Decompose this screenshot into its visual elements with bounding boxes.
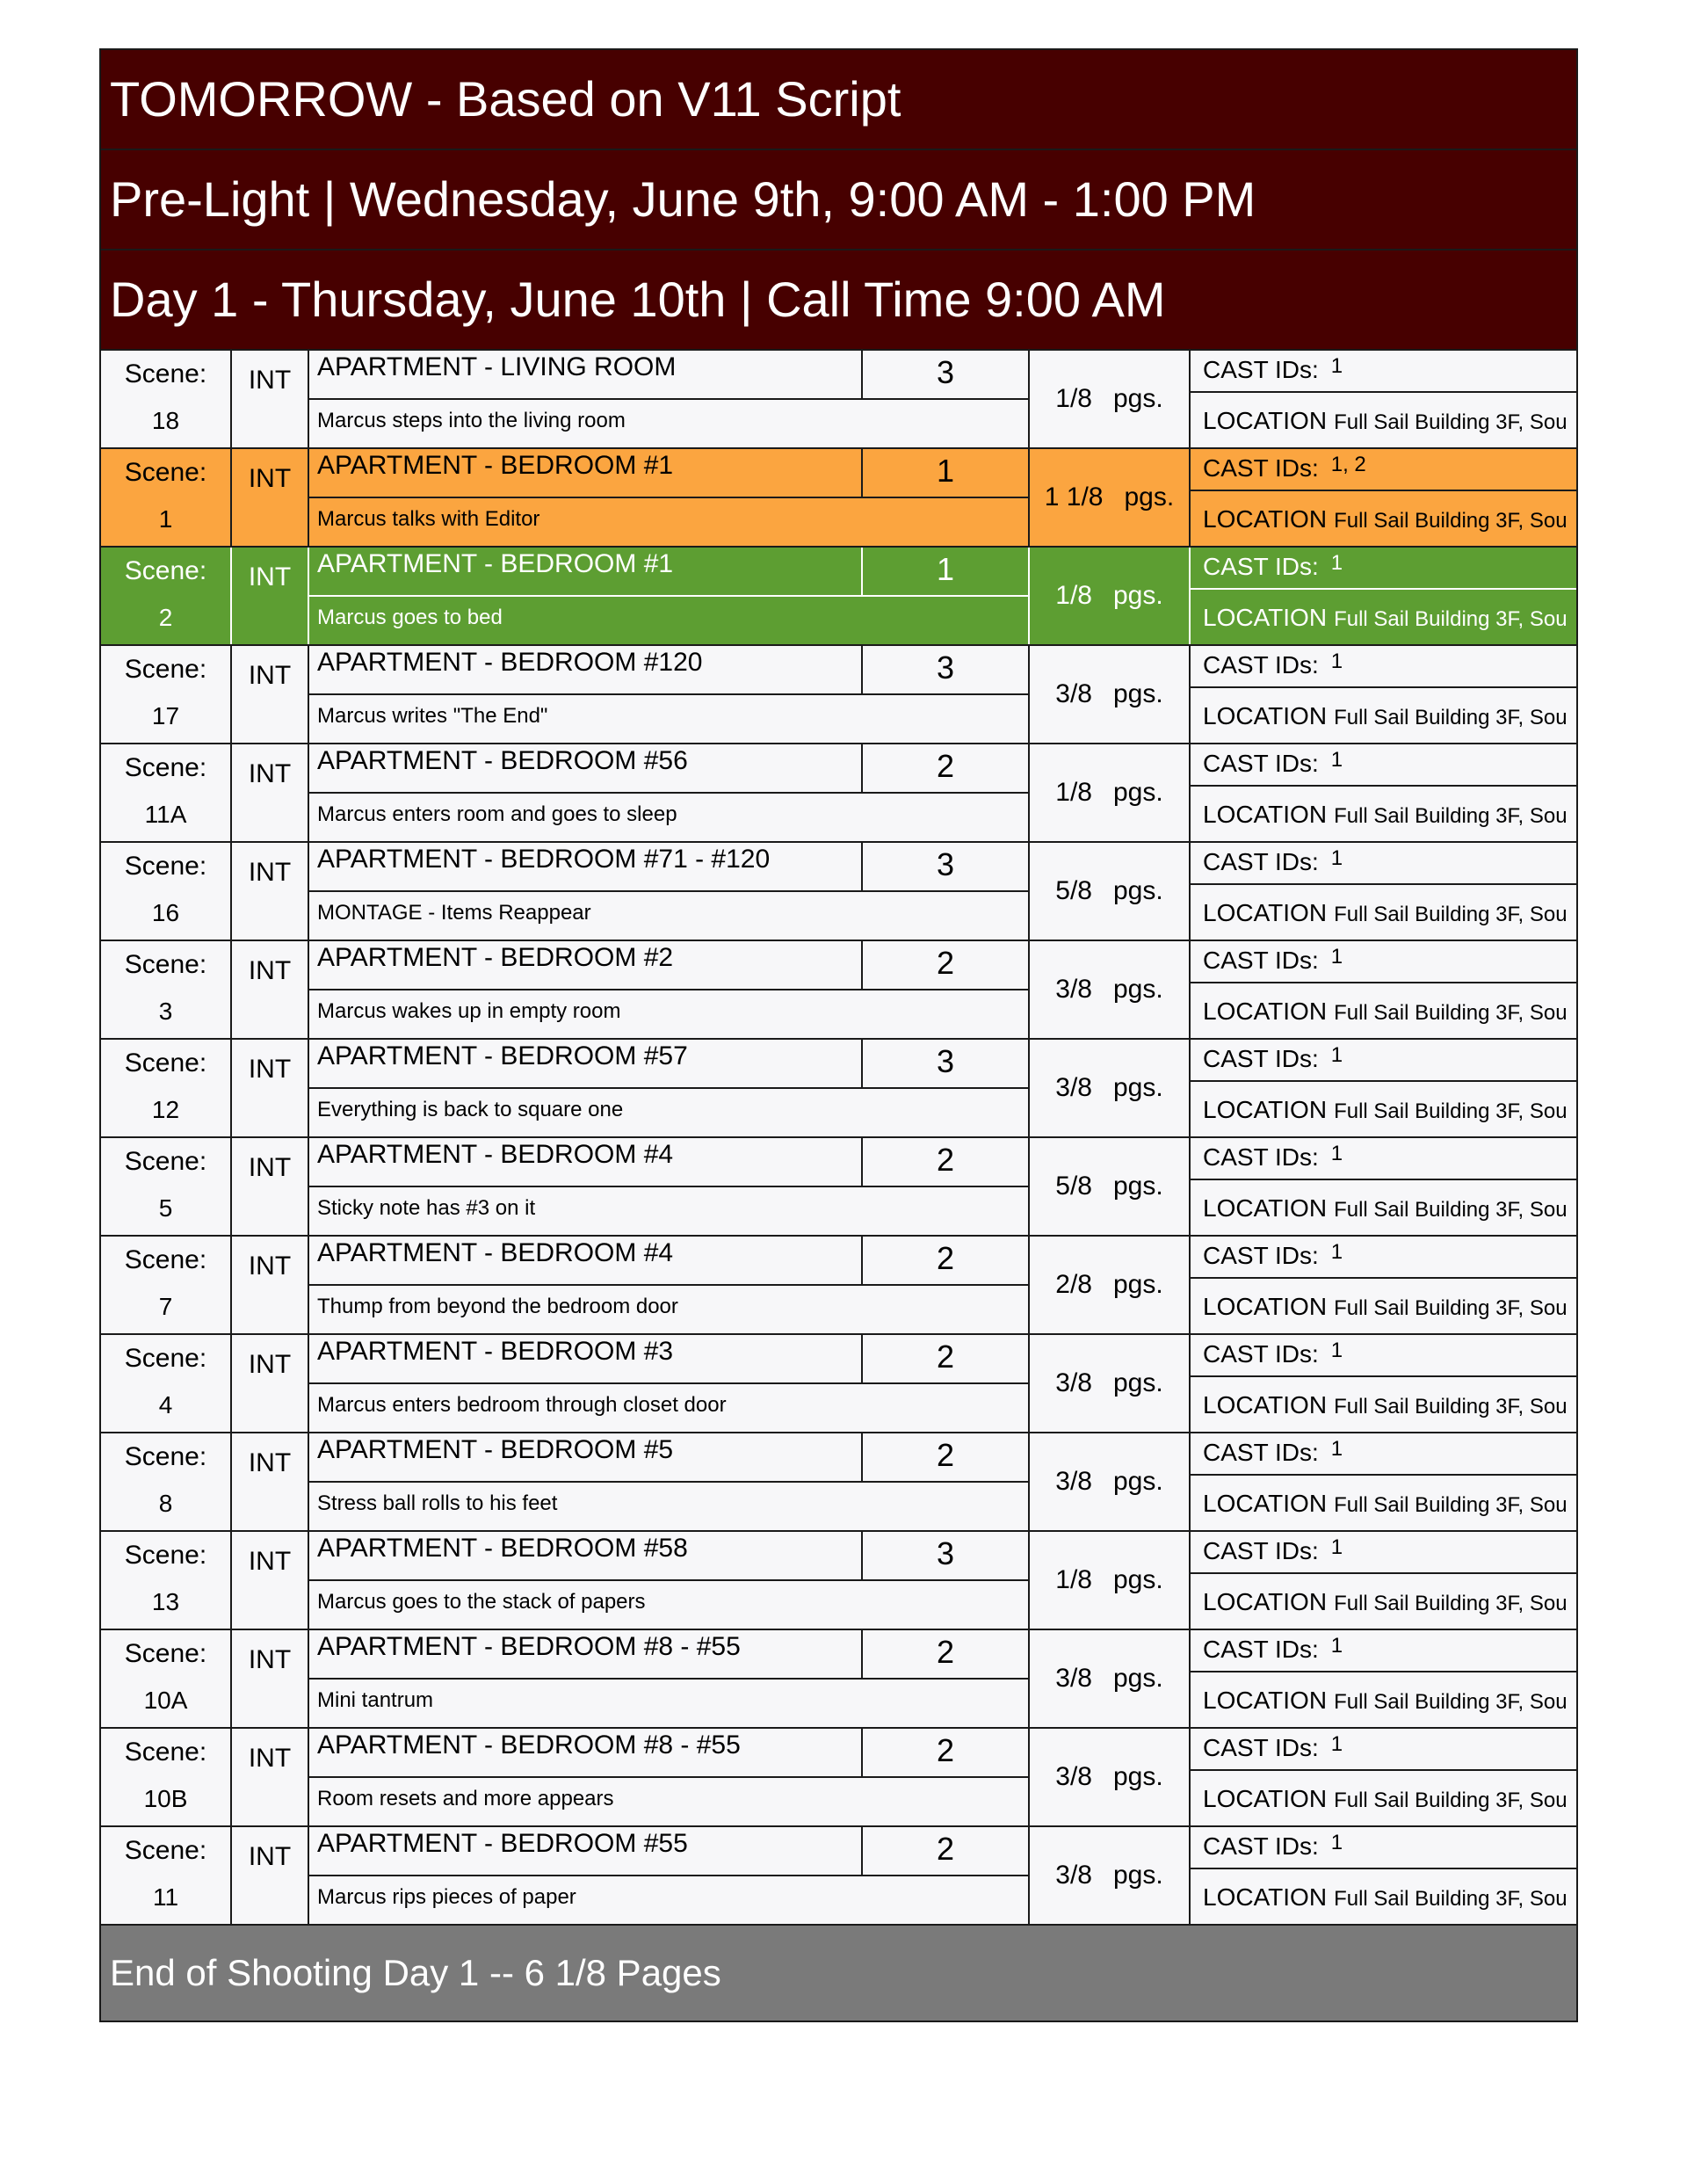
- scene-description: Marcus rips pieces of paper: [317, 1885, 576, 1909]
- location-value: Full Sail Building 3F, Sou: [1334, 1690, 1568, 1714]
- scene-description: MONTAGE - Items Reappear: [317, 901, 591, 925]
- location-label: LOCATION: [1203, 1588, 1328, 1615]
- end-of-day-banner: End of Shooting Day 1 -- 6 1/8 Pages: [101, 1926, 1576, 2021]
- scene-label: Scene:: [124, 1048, 207, 1077]
- location: [1191, 1574, 1576, 1629]
- scene-strip[interactable]: [101, 843, 1576, 941]
- scene-strip[interactable]: [101, 646, 1576, 744]
- character-count: 1: [863, 548, 1028, 597]
- scene-number: 3: [158, 998, 173, 1025]
- cast-ids: [1191, 449, 1576, 491]
- cast-label: CAST IDs:: [1203, 1537, 1319, 1564]
- scene-number: 5: [158, 1194, 173, 1222]
- location-label: LOCATION: [1203, 1490, 1328, 1517]
- scene-label: Scene:: [124, 655, 207, 684]
- character-count: 2: [863, 941, 1028, 990]
- scene-description: Stress ball rolls to his feet: [317, 1491, 558, 1515]
- int-ext: INT: [232, 1729, 309, 1825]
- page-eighths: 5/8: [1055, 1172, 1092, 1201]
- int-ext: INT: [232, 1433, 309, 1530]
- cast-ids: [1191, 1335, 1576, 1377]
- scene-cell: [101, 1532, 232, 1629]
- pages-label: pgs.: [1113, 384, 1163, 413]
- cast-ids: [1191, 1532, 1576, 1574]
- page-eighths: 1/8: [1055, 581, 1092, 610]
- location-label: LOCATION: [1203, 1096, 1328, 1123]
- location: [1191, 688, 1576, 743]
- location-value: Full Sail Building 3F, Sou: [1334, 1395, 1568, 1419]
- cast-value: 1: [1330, 1437, 1343, 1461]
- set-name: APARTMENT - BEDROOM #57: [309, 1040, 863, 1089]
- scene-label: Scene:: [124, 359, 207, 388]
- scene-strip[interactable]: [101, 1433, 1576, 1532]
- cast-label: CAST IDs:: [1203, 1636, 1319, 1663]
- stripboard-sheet: [99, 48, 1578, 2022]
- scene-number: 2: [158, 604, 173, 631]
- cast-value: 1, 2: [1330, 453, 1366, 476]
- page-count: [1028, 744, 1191, 841]
- scene-number: 18: [151, 407, 180, 434]
- cast-ids: [1191, 1729, 1576, 1771]
- character-count: 2: [863, 1237, 1028, 1286]
- location-value: Full Sail Building 3F, Sou: [1334, 607, 1568, 631]
- character-count: 3: [863, 1040, 1028, 1089]
- int-ext: INT: [232, 744, 309, 841]
- scene-label: Scene:: [124, 1541, 207, 1570]
- character-count: 2: [863, 744, 1028, 794]
- location: [1191, 983, 1576, 1038]
- cast-value: 1: [1330, 1634, 1343, 1658]
- location: [1191, 491, 1576, 546]
- pages-label: pgs.: [1113, 679, 1163, 708]
- page-eighths: 3/8: [1055, 1073, 1092, 1102]
- location-value: Full Sail Building 3F, Sou: [1334, 1493, 1568, 1517]
- scene-label: Scene:: [124, 1245, 207, 1274]
- cast-label: CAST IDs:: [1203, 1242, 1319, 1269]
- cast-label: CAST IDs:: [1203, 1045, 1319, 1072]
- pages-label: pgs.: [1113, 1762, 1163, 1791]
- page-count: [1028, 941, 1191, 1038]
- scene-strip[interactable]: [101, 351, 1576, 449]
- scene-strip[interactable]: [101, 1335, 1576, 1433]
- scene-number: 16: [151, 899, 180, 926]
- cast-value: 1: [1330, 1043, 1343, 1067]
- scene-description: Marcus goes to bed: [317, 606, 503, 629]
- int-ext: INT: [232, 1827, 309, 1924]
- page-count: [1028, 1630, 1191, 1727]
- scene-description: Marcus goes to the stack of papers: [317, 1590, 646, 1614]
- character-count: 3: [863, 843, 1028, 892]
- int-ext: INT: [232, 1335, 309, 1432]
- scene-strip[interactable]: [101, 548, 1576, 646]
- pages-label: pgs.: [1124, 483, 1175, 512]
- scene-strip[interactable]: [101, 1827, 1576, 1926]
- scene-cell: [101, 1729, 232, 1825]
- location-value: Full Sail Building 3F, Sou: [1334, 1296, 1568, 1320]
- cast-label: CAST IDs:: [1203, 947, 1319, 974]
- location-value: Full Sail Building 3F, Sou: [1334, 1887, 1568, 1911]
- location-label: LOCATION: [1203, 604, 1328, 631]
- set-name: APARTMENT - BEDROOM #58: [309, 1532, 863, 1581]
- cast-value: 1: [1330, 945, 1343, 969]
- cast-value: 1: [1330, 1142, 1343, 1165]
- scene-label: Scene:: [124, 753, 207, 782]
- scene-number: 17: [151, 702, 180, 729]
- set-name: APARTMENT - BEDROOM #2: [309, 941, 863, 990]
- location-value: Full Sail Building 3F, Sou: [1334, 410, 1568, 434]
- scene-number: 11A: [144, 801, 187, 828]
- scene-strip[interactable]: [101, 941, 1576, 1040]
- page-eighths: 3/8: [1055, 1861, 1092, 1890]
- scene-number: 1: [158, 505, 173, 533]
- pages-label: pgs.: [1113, 778, 1163, 807]
- scene-cell: [101, 1433, 232, 1530]
- scene-strip[interactable]: [101, 449, 1576, 548]
- cast-value: 1: [1330, 748, 1343, 772]
- set-name: APARTMENT - BEDROOM #3: [309, 1335, 863, 1384]
- cast-ids: [1191, 351, 1576, 393]
- page-count: [1028, 548, 1191, 644]
- scene-description: Marcus enters bedroom through closet door: [317, 1393, 727, 1417]
- int-ext: INT: [232, 351, 309, 447]
- location-label: LOCATION: [1203, 1391, 1328, 1419]
- set-name: APARTMENT - BEDROOM #8 - #55: [309, 1729, 863, 1778]
- scene-label: Scene:: [124, 556, 207, 585]
- set-name: APARTMENT - BEDROOM #56: [309, 744, 863, 794]
- set-name: APARTMENT - BEDROOM #1: [309, 449, 863, 498]
- page-eighths: 3/8: [1055, 1368, 1092, 1397]
- scene-number: 4: [158, 1391, 173, 1419]
- scene-cell: [101, 1237, 232, 1333]
- set-name: APARTMENT - BEDROOM #4: [309, 1138, 863, 1187]
- page-eighths: 2/8: [1055, 1270, 1092, 1299]
- int-ext: INT: [232, 941, 309, 1038]
- scene-strip[interactable]: [101, 1532, 1576, 1630]
- character-count: 2: [863, 1630, 1028, 1680]
- pages-label: pgs.: [1113, 975, 1163, 1004]
- set-name: APARTMENT - BEDROOM #1: [309, 548, 863, 597]
- scene-cell: [101, 843, 232, 940]
- scene-cell: [101, 351, 232, 447]
- pages-label: pgs.: [1113, 1565, 1163, 1594]
- character-count: 3: [863, 646, 1028, 695]
- character-count: 2: [863, 1827, 1028, 1876]
- character-count: 1: [863, 449, 1028, 498]
- page-eighths: 3/8: [1055, 1664, 1092, 1693]
- scene-cell: [101, 941, 232, 1038]
- page-eighths: 3/8: [1055, 679, 1092, 708]
- location-value: Full Sail Building 3F, Sou: [1334, 1099, 1568, 1123]
- pages-label: pgs.: [1113, 581, 1163, 610]
- scene-label: Scene:: [124, 1147, 207, 1176]
- scene-label: Scene:: [124, 950, 207, 979]
- scene-cell: [101, 1630, 232, 1727]
- scene-cell: [101, 449, 232, 546]
- page-eighths: 1 1/8: [1044, 483, 1104, 512]
- page-count: [1028, 1040, 1191, 1136]
- cast-ids: [1191, 1630, 1576, 1672]
- page-count: [1028, 1237, 1191, 1333]
- scene-label: Scene:: [124, 1639, 207, 1668]
- scene-description: Everything is back to square one: [317, 1098, 624, 1121]
- page-eighths: 3/8: [1055, 1762, 1092, 1791]
- location: [1191, 1672, 1576, 1727]
- scene-strip[interactable]: [101, 1138, 1576, 1237]
- scene-strip[interactable]: [101, 1630, 1576, 1729]
- cast-value: 1: [1330, 649, 1343, 673]
- pages-label: pgs.: [1113, 1861, 1163, 1890]
- page-count: [1028, 351, 1191, 447]
- scene-label: Scene:: [124, 1442, 207, 1471]
- cast-ids: [1191, 1237, 1576, 1279]
- scene-number: 11: [152, 1883, 179, 1911]
- scene-label: Scene:: [124, 852, 207, 881]
- location: [1191, 590, 1576, 644]
- scene-cell: [101, 1335, 232, 1432]
- scene-description: Mini tantrum: [317, 1688, 434, 1712]
- cast-label: CAST IDs:: [1203, 356, 1319, 383]
- location-label: LOCATION: [1203, 1883, 1328, 1911]
- pages-label: pgs.: [1113, 876, 1163, 905]
- pages-label: pgs.: [1113, 1467, 1163, 1496]
- character-count: 3: [863, 351, 1028, 400]
- location: [1191, 1771, 1576, 1825]
- cast-label: CAST IDs:: [1203, 1832, 1319, 1860]
- cast-value: 1: [1330, 1240, 1343, 1264]
- scene-number: 7: [158, 1293, 173, 1320]
- scene-number: 13: [151, 1588, 180, 1615]
- location: [1191, 1476, 1576, 1530]
- scene-strip[interactable]: [101, 744, 1576, 843]
- cast-ids: [1191, 1138, 1576, 1180]
- cast-label: CAST IDs:: [1203, 1143, 1319, 1171]
- location-value: Full Sail Building 3F, Sou: [1334, 1001, 1568, 1025]
- scene-description: Marcus talks with Editor: [317, 507, 540, 531]
- int-ext: INT: [232, 843, 309, 940]
- cast-ids: [1191, 548, 1576, 590]
- set-name: APARTMENT - BEDROOM #8 - #55: [309, 1630, 863, 1680]
- scene-description: Room resets and more appears: [317, 1787, 614, 1810]
- scene-number: 10B: [143, 1785, 188, 1812]
- pages-label: pgs.: [1113, 1172, 1163, 1201]
- location-label: LOCATION: [1203, 899, 1328, 926]
- location-value: Full Sail Building 3F, Sou: [1334, 1789, 1568, 1812]
- page-eighths: 1/8: [1055, 778, 1092, 807]
- scene-description: Marcus writes "The End": [317, 704, 548, 728]
- character-count: 2: [863, 1729, 1028, 1778]
- int-ext: INT: [232, 1630, 309, 1727]
- scene-number: 10A: [143, 1687, 188, 1714]
- scene-cell: [101, 646, 232, 743]
- scene-cell: [101, 744, 232, 841]
- location-label: LOCATION: [1203, 1293, 1328, 1320]
- location: [1191, 885, 1576, 940]
- int-ext: INT: [232, 449, 309, 546]
- cast-value: 1: [1330, 1732, 1343, 1756]
- location-label: LOCATION: [1203, 407, 1328, 434]
- cast-value: 1: [1330, 354, 1343, 378]
- prelight-banner: Pre-Light | Wednesday, June 9th, 9:00 AM - 1:00 PM: [101, 150, 1576, 250]
- location-label: LOCATION: [1203, 1785, 1328, 1812]
- scene-description: Thump from beyond the bedroom door: [317, 1295, 678, 1318]
- scene-cell: [101, 548, 232, 644]
- scene-label: Scene:: [124, 1738, 207, 1767]
- page-count: [1028, 1433, 1191, 1530]
- int-ext: INT: [232, 646, 309, 743]
- character-count: 3: [863, 1532, 1028, 1581]
- set-name: APARTMENT - BEDROOM #4: [309, 1237, 863, 1286]
- page-eighths: 3/8: [1055, 1467, 1092, 1496]
- scene-description: Marcus enters room and goes to sleep: [317, 802, 677, 826]
- location-label: LOCATION: [1203, 702, 1328, 729]
- page-eighths: 5/8: [1055, 876, 1092, 905]
- strip-list: [101, 351, 1576, 1926]
- location-value: Full Sail Building 3F, Sou: [1334, 1198, 1568, 1222]
- page-eighths: 3/8: [1055, 975, 1092, 1004]
- cast-label: CAST IDs:: [1203, 750, 1319, 777]
- scene-label: Scene:: [124, 458, 207, 487]
- cast-ids: [1191, 1827, 1576, 1869]
- scene-description: Marcus steps into the living room: [317, 409, 626, 432]
- scene-number: 8: [158, 1490, 173, 1517]
- location: [1191, 1082, 1576, 1136]
- location-value: Full Sail Building 3F, Sou: [1334, 903, 1568, 926]
- location-label: LOCATION: [1203, 998, 1328, 1025]
- set-name: APARTMENT - BEDROOM #55: [309, 1827, 863, 1876]
- scene-cell: [101, 1827, 232, 1924]
- character-count: 2: [863, 1335, 1028, 1384]
- cast-ids: [1191, 843, 1576, 885]
- location-value: Full Sail Building 3F, Sou: [1334, 706, 1568, 729]
- location: [1191, 1180, 1576, 1235]
- page-count: [1028, 646, 1191, 743]
- location-label: LOCATION: [1203, 1687, 1328, 1714]
- scene-strip[interactable]: [101, 1237, 1576, 1335]
- cast-label: CAST IDs:: [1203, 1734, 1319, 1761]
- cast-label: CAST IDs:: [1203, 553, 1319, 580]
- cast-ids: [1191, 646, 1576, 688]
- location: [1191, 787, 1576, 841]
- set-name: APARTMENT - BEDROOM #5: [309, 1433, 863, 1483]
- scene-cell: [101, 1138, 232, 1235]
- cast-ids: [1191, 1433, 1576, 1476]
- schedule-title: TOMORROW - Based on V11 Script: [101, 50, 1576, 150]
- character-count: 2: [863, 1138, 1028, 1187]
- location-value: Full Sail Building 3F, Sou: [1334, 509, 1568, 533]
- page-count: [1028, 1827, 1191, 1924]
- scene-number: 12: [151, 1096, 180, 1123]
- pages-label: pgs.: [1113, 1270, 1163, 1299]
- cast-ids: [1191, 1040, 1576, 1082]
- page-count: [1028, 1729, 1191, 1825]
- page-count: [1028, 1138, 1191, 1235]
- int-ext: INT: [232, 1138, 309, 1235]
- scene-label: Scene:: [124, 1836, 207, 1865]
- cast-label: CAST IDs:: [1203, 1340, 1319, 1368]
- page-count: [1028, 843, 1191, 940]
- location: [1191, 1869, 1576, 1924]
- location: [1191, 1377, 1576, 1432]
- scene-description: Marcus wakes up in empty room: [317, 999, 621, 1023]
- int-ext: INT: [232, 548, 309, 644]
- scene-label: Scene:: [124, 1344, 207, 1373]
- pages-label: pgs.: [1113, 1368, 1163, 1397]
- cast-value: 1: [1330, 1339, 1343, 1362]
- int-ext: INT: [232, 1237, 309, 1333]
- cast-value: 1: [1330, 1535, 1343, 1559]
- cast-label: CAST IDs:: [1203, 651, 1319, 678]
- cast-label: CAST IDs:: [1203, 848, 1319, 875]
- cast-value: 1: [1330, 846, 1343, 870]
- location-value: Full Sail Building 3F, Sou: [1334, 1592, 1568, 1615]
- set-name: APARTMENT - BEDROOM #120: [309, 646, 863, 695]
- scene-cell: [101, 1040, 232, 1136]
- int-ext: INT: [232, 1040, 309, 1136]
- location-value: Full Sail Building 3F, Sou: [1334, 804, 1568, 828]
- page-count: [1028, 1532, 1191, 1629]
- location-label: LOCATION: [1203, 505, 1328, 533]
- page-count: [1028, 449, 1191, 546]
- location: [1191, 1279, 1576, 1333]
- int-ext: INT: [232, 1532, 309, 1629]
- location: [1191, 393, 1576, 447]
- cast-value: 1: [1330, 551, 1343, 575]
- location-label: LOCATION: [1203, 801, 1328, 828]
- location-label: LOCATION: [1203, 1194, 1328, 1222]
- character-count: 2: [863, 1433, 1028, 1483]
- pages-label: pgs.: [1113, 1073, 1163, 1102]
- set-name: APARTMENT - BEDROOM #71 - #120: [309, 843, 863, 892]
- shoot-day-banner: Day 1 - Thursday, June 10th | Call Time 9:00 AM: [101, 250, 1576, 351]
- cast-label: CAST IDs:: [1203, 454, 1319, 482]
- cast-ids: [1191, 941, 1576, 983]
- cast-label: CAST IDs:: [1203, 1439, 1319, 1466]
- page-eighths: 1/8: [1055, 384, 1092, 413]
- set-name: APARTMENT - LIVING ROOM: [309, 351, 863, 400]
- cast-ids: [1191, 744, 1576, 787]
- page-count: [1028, 1335, 1191, 1432]
- pages-label: pgs.: [1113, 1664, 1163, 1693]
- page-eighths: 1/8: [1055, 1565, 1092, 1594]
- scene-strip[interactable]: [101, 1729, 1576, 1827]
- scene-strip[interactable]: [101, 1040, 1576, 1138]
- scene-description: Sticky note has #3 on it: [317, 1196, 536, 1220]
- cast-value: 1: [1330, 1831, 1343, 1854]
